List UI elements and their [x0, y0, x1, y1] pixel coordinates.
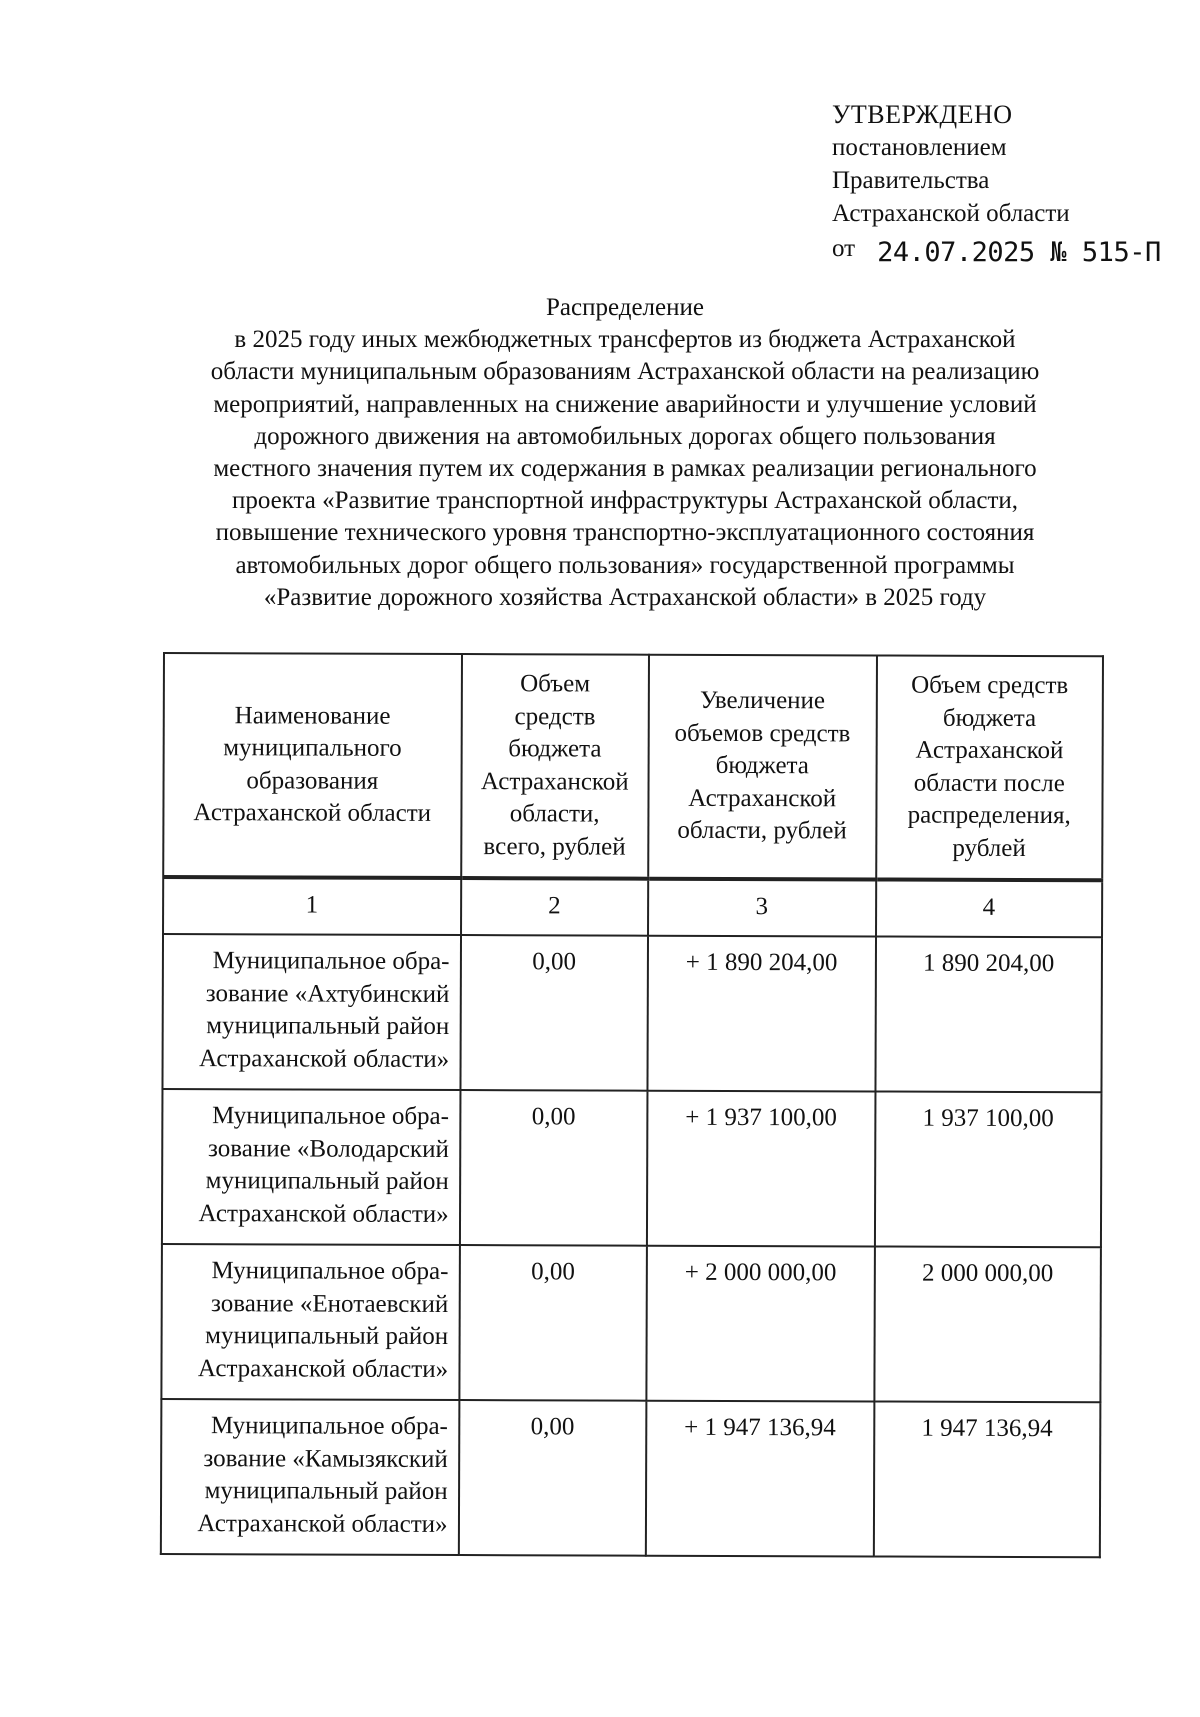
- municipality-name: Муниципальное обра- зование «Енотаевский муниципальный район Астраханской области»: [161, 1244, 459, 1400]
- volume-after: 1 937 100,00: [874, 1091, 1101, 1247]
- total-volume: 0,00: [460, 1090, 648, 1246]
- approval-line-3: Астраханской области: [832, 200, 1070, 227]
- approval-title: УТВЕРЖДЕНО: [832, 100, 1013, 129]
- approval-line-2: Правительства: [832, 167, 990, 194]
- increase-amount: + 1 947 136,94: [646, 1401, 874, 1557]
- heading-line: местного значения путем их содержания в рамках реализации регионального: [213, 455, 1037, 483]
- column-number: 3: [648, 879, 876, 937]
- volume-after: 1 947 136,94: [873, 1401, 1100, 1557]
- total-volume: 0,00: [460, 935, 648, 1091]
- municipality-name: Муниципальное обра- зование «Камызякский муниципальный район Астраханской области»: [161, 1399, 459, 1555]
- heading-line: в 2025 году иных межбюджетных трансфертов из бюджета Астраханской: [234, 326, 1016, 354]
- increase-amount: + 1 890 204,00: [647, 936, 875, 1092]
- increase-amount: + 2 000 000,00: [646, 1246, 874, 1402]
- heading-line: «Развитие дорожного хозяйства Астраханской области» в 2025 году: [263, 583, 987, 611]
- increase-amount: + 1 937 100,00: [647, 1091, 875, 1247]
- approval-block: [832, 98, 1161, 266]
- approval-date-row: [832, 232, 1161, 266]
- municipality-name: Муниципальное обра- зование «Володарский муниципальный район Астраханской области»: [162, 1089, 460, 1245]
- column-number: 4: [876, 879, 1103, 937]
- table-row: [162, 1089, 1102, 1247]
- table-row: [161, 1244, 1101, 1402]
- column-number: 2: [461, 878, 648, 936]
- table-header-row: [163, 653, 1103, 880]
- header-municipality-name: Наименование муниципального образования Астраханской области: [163, 653, 461, 878]
- total-volume: 0,00: [458, 1400, 646, 1556]
- total-volume: 0,00: [459, 1245, 647, 1401]
- volume-after: 2 000 000,00: [874, 1246, 1101, 1402]
- header-total-volume: Объем средств бюджета Астраханской области, всего, рублей: [461, 654, 649, 879]
- approval-date-prefix: от: [832, 235, 856, 262]
- column-number-row: [163, 877, 1102, 937]
- heading-line: повышение технического уровня транспортно-эксплуатационного состояния: [215, 519, 1035, 547]
- approval-date-number: 24.07.2025 № 515-П: [877, 237, 1161, 268]
- heading-title: Распределение: [546, 294, 704, 321]
- approval-line-1: постановлением: [832, 134, 1007, 161]
- table-row: [162, 934, 1102, 1092]
- volume-after: 1 890 204,00: [875, 936, 1102, 1092]
- column-number: 1: [163, 877, 461, 935]
- heading-line: проекта «Развитие транспортной инфраструктуры Астраханской области,: [231, 487, 1019, 515]
- heading-line: дорожного движения на автомобильных дорогах общего пользования: [254, 422, 996, 450]
- heading-line: мероприятий, направленных на снижение аварийности и улучшение условий: [213, 390, 1037, 418]
- document-heading: [160, 292, 1090, 614]
- header-volume-after: Объем средств бюджета Астраханской области после распределения, рублей: [876, 655, 1103, 880]
- heading-line: автомобильных дорог общего пользования» государственной программы: [235, 551, 1015, 579]
- table-row: [161, 1399, 1101, 1557]
- header-increase: Увеличение объемов средств бюджета Астраханской области, рублей: [648, 655, 876, 880]
- distribution-table: [160, 652, 1104, 1558]
- heading-line: области муниципальным образованиям Астраханской области на реализацию: [210, 358, 1040, 386]
- municipality-name: Муниципальное обра- зование «Ахтубинский муниципальный район Астраханской области»: [162, 934, 460, 1090]
